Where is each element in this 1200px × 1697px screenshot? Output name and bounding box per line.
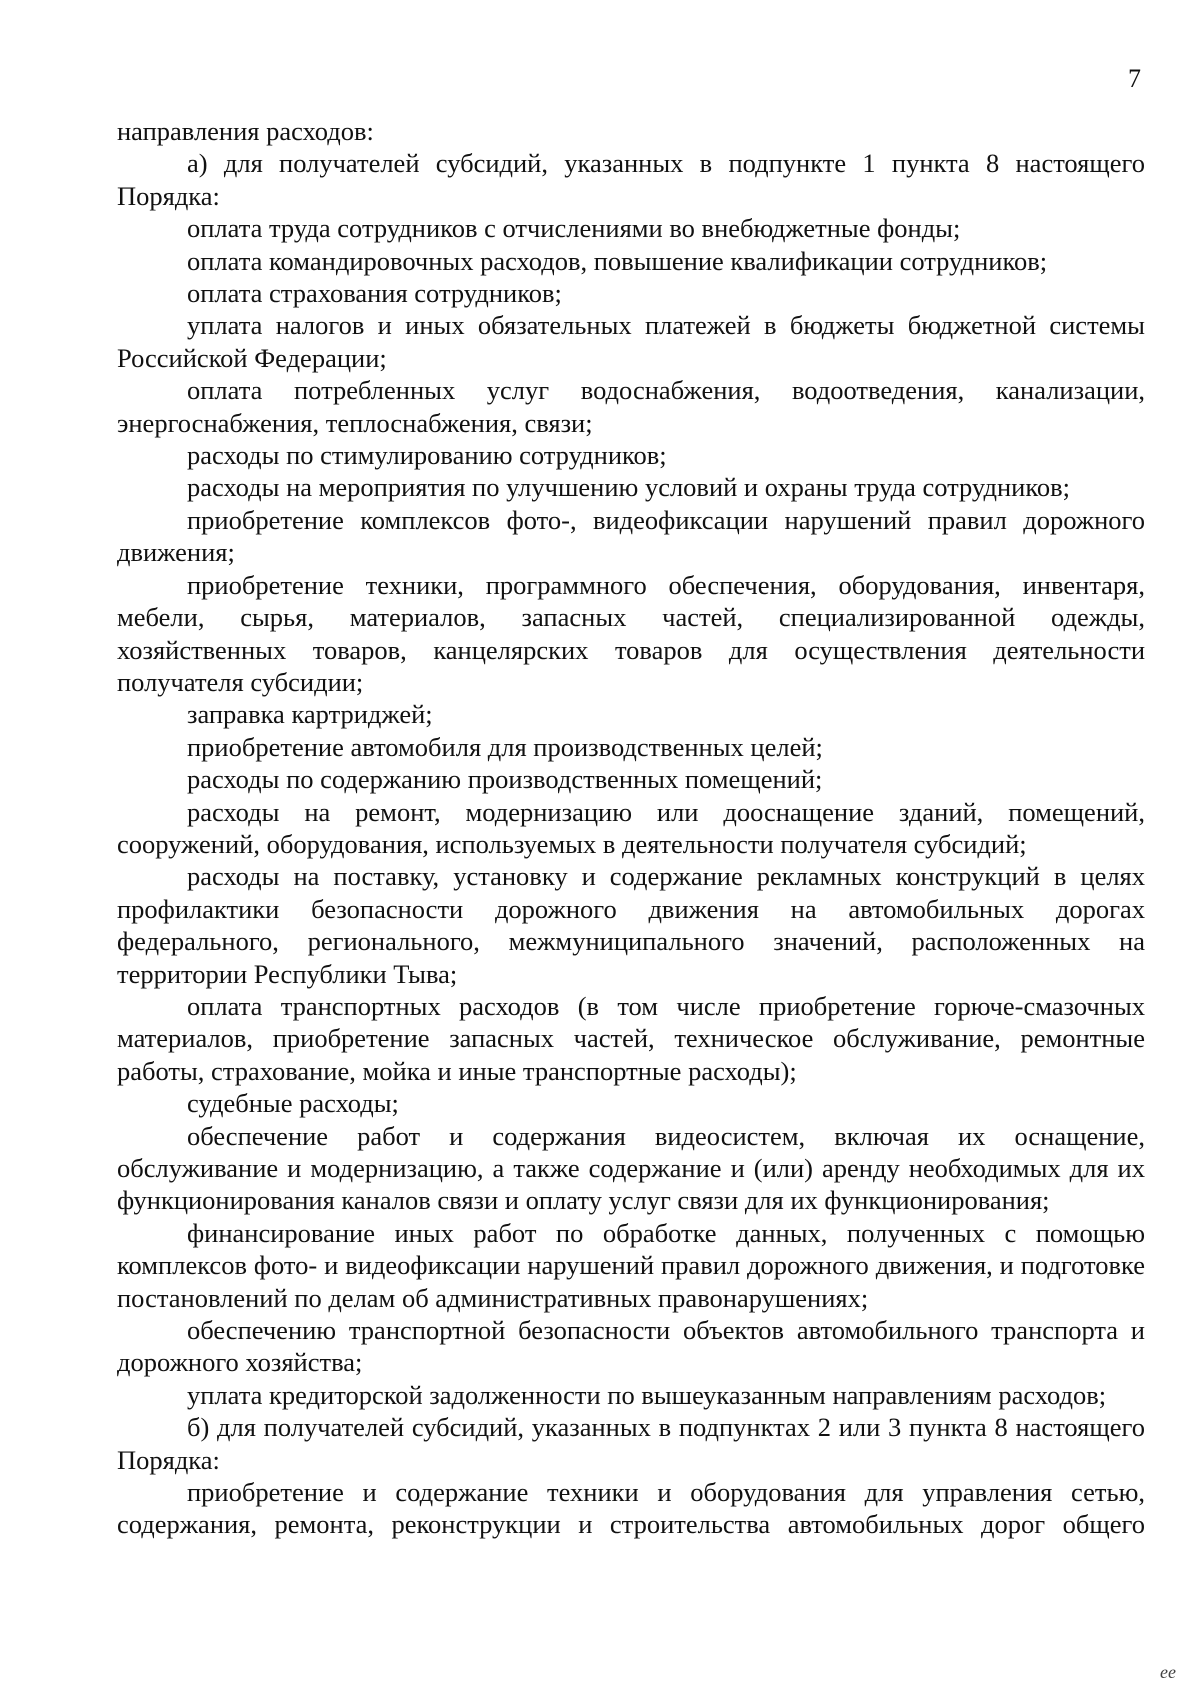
paragraph: а) для получателей субсидий, указанных в подпункте 1 пункта 8 настоящего Порядка: bbox=[117, 148, 1145, 211]
paragraph: оплата труда сотрудников с отчислениями во внебюджетные фонды; bbox=[187, 213, 961, 244]
paragraph: оплата потребленных услуг водоснабжения, водоотведения, канализации, энергоснабжения, теплоснабжения, связи; bbox=[117, 375, 1145, 438]
paragraph: уплата налогов и иных обязательных платежей в бюджеты бюджетной системы Российской Федерации; bbox=[117, 310, 1145, 373]
paragraph: расходы по содержанию производственных помещений; bbox=[187, 764, 823, 795]
document-body bbox=[117, 115, 1145, 1541]
paragraph: уплата кредиторской задолженности по вышеуказанным направлениям расходов; bbox=[187, 1379, 1107, 1410]
paragraph: обеспечению транспортной безопасности объектов автомобильного транспорта и дорожного хозяйства; bbox=[117, 1315, 1145, 1378]
paragraph: приобретение и содержание техники и оборудования для управления сетью, содержания, ремонта, реконструкции и строительства автомобильных дорог общего bbox=[117, 1477, 1145, 1540]
paragraph: расходы по стимулированию сотрудников; bbox=[187, 440, 667, 471]
paragraph: приобретение автомобиля для производственных целей; bbox=[187, 731, 823, 762]
paragraph: финансирование иных работ по обработке данных, полученных с помощью комплексов фото- и видеофиксации нарушений правил дорожного движения, и подготовке постановлений по делам об административных правонарушениях; bbox=[117, 1217, 1145, 1313]
paragraph: расходы на ремонт, модернизацию или дооснащение зданий, помещений, сооружений, оборудования, используемых в деятельности получателя субсидий; bbox=[117, 796, 1145, 859]
paragraph: оплата транспортных расходов (в том числе приобретение горюче-смазочных материалов, приобретение запасных частей, техническое обслуживание, ремонтные работы, страхование, мойка и иные транспортные расходы); bbox=[117, 990, 1145, 1086]
paragraph: обеспечение работ и содержания видеосистем, включая их оснащение, обслуживание и модернизацию, а также содержание и (или) аренду необходимых для их функционирования каналов связи и оплату услуг связи для их функционирования; bbox=[117, 1120, 1145, 1216]
paragraph: судебные расходы; bbox=[187, 1088, 399, 1119]
paragraph: приобретение комплексов фото-, видеофиксации нарушений правил дорожного движения; bbox=[117, 504, 1145, 568]
paragraph: оплата командировочных расходов, повышение квалификации сотрудников; bbox=[187, 245, 1048, 276]
paragraph: расходы на мероприятия по улучшению условий и охраны труда сотрудников; bbox=[187, 472, 1071, 503]
paragraph: оплата страхования сотрудников; bbox=[187, 278, 562, 309]
page-number: 7 bbox=[1128, 64, 1141, 93]
handwritten-mark: ee bbox=[1160, 1662, 1176, 1682]
paragraph: приобретение техники, программного обеспечения, оборудования, инвентаря, мебели, сырья, материалов, запасных частей, специализированной одежды, хозяйственных товаров, канцелярских товаров для осуществления деятельности получателя субсидии; bbox=[117, 569, 1145, 697]
paragraph: расходы на поставку, установку и содержание рекламных конструкций в целях профилактики безопасности дорожного движения на автомобильных дорогах федерального, регионального, межмуниципального значений, расположенных на территории Республики Тыва; bbox=[117, 861, 1145, 989]
paragraph: заправка картриджей; bbox=[187, 699, 433, 730]
paragraph: б) для получателей субсидий, указанных в подпунктах 2 или 3 пункта 8 настоящего Порядка: bbox=[117, 1412, 1145, 1475]
paragraph: направления расходов: bbox=[117, 116, 374, 146]
